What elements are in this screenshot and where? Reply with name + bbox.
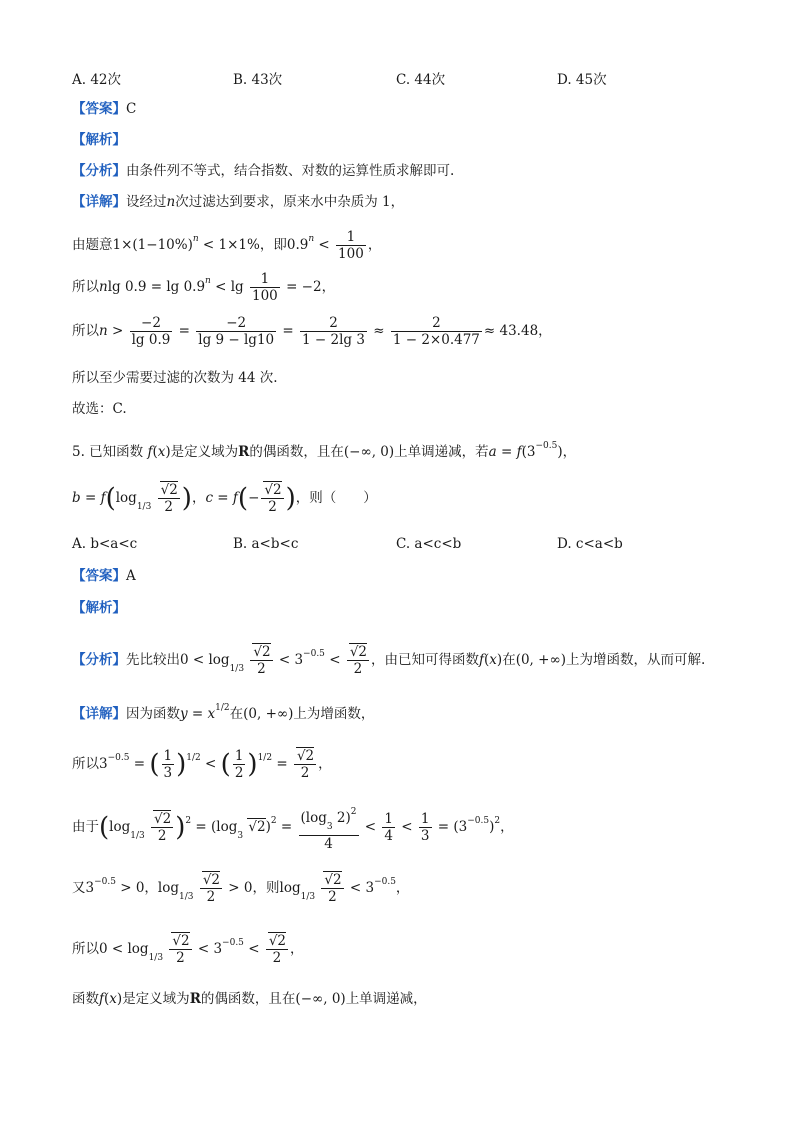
q4-conclusion: 所以至少需要过滤的次数为 44 次. [72,370,278,386]
q5-answer-line: 【答案】A [72,568,136,584]
q4-choice: 故选：C. [72,401,127,417]
q4-option-d: D. 45次 [557,72,607,88]
q4-fenxi-text: 由条件列不等式，结合指数、对数的运算性质求解即可. [126,163,455,179]
q4-formula-1: 由题意$1\times(1-10\%)^n < 1\times 1\%$，即$0.9^n$ < $\frac{1}{100}$ ， [72,229,382,262]
answer-tag: 【答案】 [72,101,126,117]
fenxi-tag: 【分析】 [72,163,126,179]
q5-formula-4: 所以$0 < \log_{1/3}$ $\frac{√2}{2}$ < $3^{-0.5}$ < $\frac{√2}{2}$ ， [72,933,304,966]
q5-stem-line-1: 5. 已知函数 f(x)是定义域为R的偶函数，且在(−∞, 0)上单调递减，若$a = f(3^{-0.5})$， [72,441,577,460]
q5-stem-line-2: $b = f(\log_{1/3}$ $\frac{√2}{2}$ )，c = f(− $\frac{√2}{2}$ )，则（ ） [72,482,377,515]
q4-option-b: B. 43次 [233,72,283,88]
q5-answer-value: A [126,568,136,584]
q5-formula-2: 由于($\log_{1/3}$ $\frac{√2}{2}$ )$^2 = (\log_3$ √2)$^2$ = $\frac{(\log_3 2)^2}{4}$ < $\frac{1}{4}$ < $\frac{1}{3}$ = $(3^{-0.5})^2$， [72,800,514,857]
q4-option-c: C. 44次 [396,72,446,88]
q5-last-line: 函数f(x)是定义域为R的偶函数，且在(−∞, 0)上单调递减， [72,991,427,1007]
q4-detail-a: 设经过 [126,194,167,210]
q4-answer-value: C [126,101,137,117]
q5-option-b: B. a<b<c [233,536,299,552]
q4-option-a: A. 42次 [72,72,122,88]
q5-option-d: D. c<a<b [557,536,623,552]
q4-answer-line [72,100,136,118]
analysis-tag: 【解析】 [72,132,126,148]
q5-option-c: C. a<c<b [396,536,462,552]
q4-formula-2: 所以nlg $0.9 = \lg 0.9^n < \lg$ $\frac{1}{100}$ = −2， [72,271,336,304]
q5-option-a: A. b<a<c [72,536,138,552]
q4-formula-3: 所以n > $\frac{-2}{\lg 0.9}$ = $\frac{-2}{\lg 9 - \lg 10}$ = $\frac{2}{1 - 2\lg 3}$ ≈ $\frac{2}{1 - 2\times 0.477}$ ≈ 43.48， [72,315,552,348]
q5-fenxi-line: 【分析】先比较出$0 < \log_{1/3}$ $\frac{√2}{2}$ < $3^{-0.5}$ < $\frac{√2}{2}$ ，由已知可得函数f(x)在(0, +∞)上为增函数，从而可解. [72,644,706,677]
q5-formula-1: 所以$3^{-0.5}$ = ( $\frac{1}{3}$ )$^{1/2}$ < ( $\frac{1}{2}$ )$^{1/2}$ = $\frac{√2}{2}$ ， [72,748,332,781]
q5-formula-3: 又$3^{-0.5} > 0$，$\log_{1/3}$ $\frac{√2}{2}$ > 0，则$\log_{1/3}$ $\frac{√2}{2}$ < $3^{-0.5}$， [72,872,410,905]
q5-detail-line: 【详解】因为函数$y = x^{1/2}$在(0, +∞)上为增函数， [72,703,375,722]
detail-tag: 【详解】 [72,194,126,210]
q4-analysis-line [72,131,126,149]
q4-detail-b: 次过滤达到要求，原来水中杂质为 1， [175,194,405,210]
q5-analysis-line: 【解析】 [72,600,126,616]
q4-fenxi-line [72,162,454,180]
q4-detail-line: 【详解】设经过n次过滤达到要求，原来水中杂质为 1， [72,194,405,210]
